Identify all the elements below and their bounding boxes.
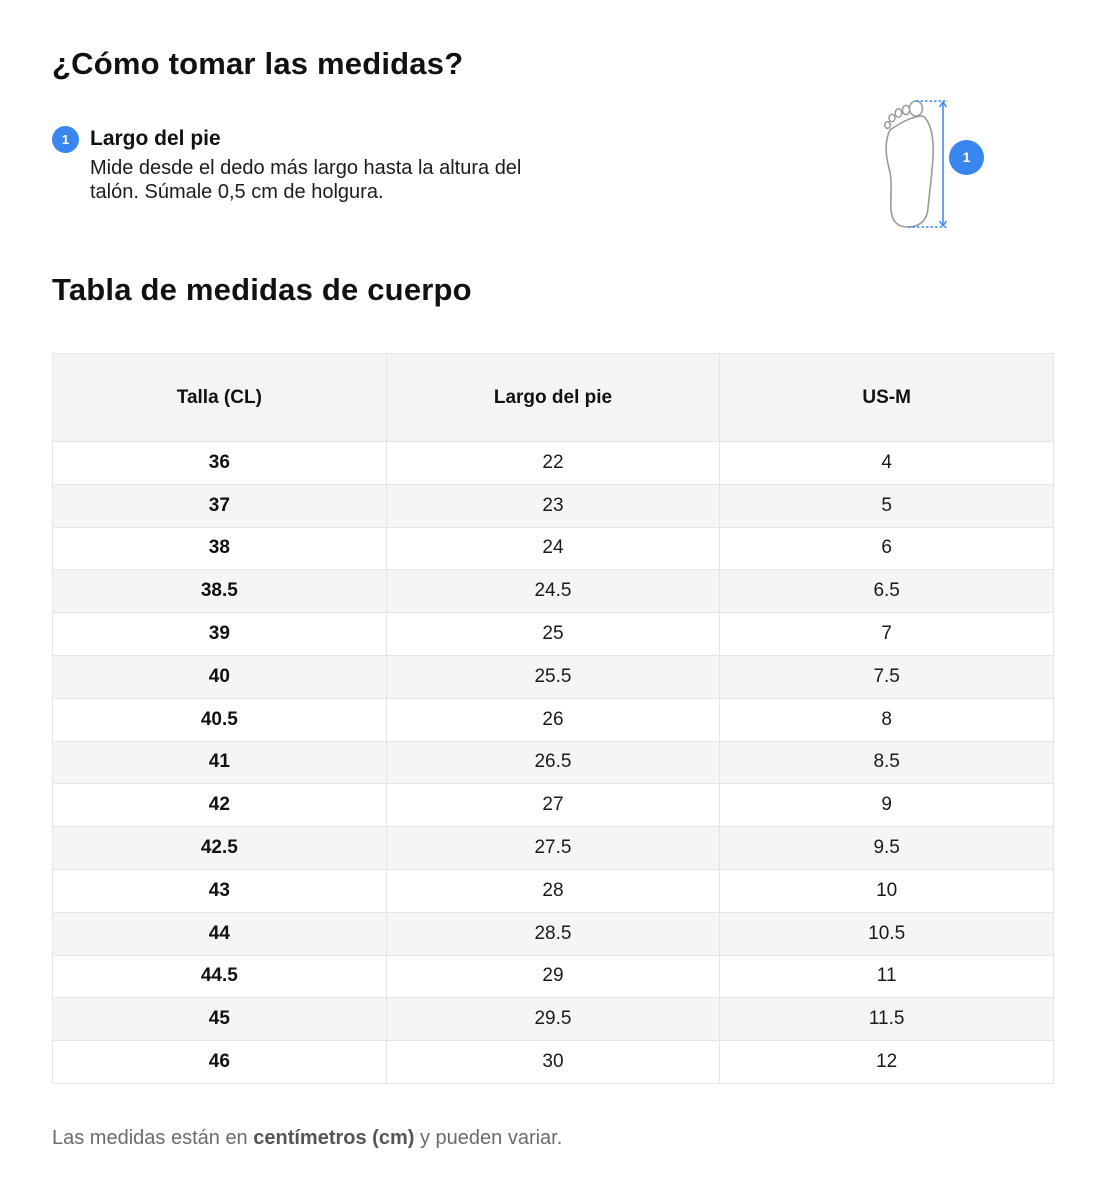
table-cell-us: 6: [720, 527, 1054, 570]
table-row: [53, 442, 1054, 485]
table-body: [53, 442, 1054, 1084]
table-cell-us: 5: [720, 484, 1054, 527]
table-header-row: [53, 354, 1054, 442]
foot-measure-badge: 1: [949, 140, 984, 175]
table-cell-size: 40: [53, 655, 387, 698]
footnote-emphasis: centímetros (cm): [253, 1127, 415, 1149]
table-cell-size: 41: [53, 741, 387, 784]
footnote: [52, 1124, 562, 1152]
table-cell-length: 25: [386, 613, 720, 656]
table-row: [53, 527, 1054, 570]
table-cell-us: 8.5: [720, 741, 1054, 784]
table-cell-size: 42: [53, 784, 387, 827]
table-cell-us: 11: [720, 955, 1054, 998]
table-cell-length: 24: [386, 527, 720, 570]
table-row: [53, 912, 1054, 955]
table-row: [53, 655, 1054, 698]
footnote-prefix: Las medidas están en: [52, 1127, 254, 1149]
table-row: [53, 955, 1054, 998]
step-number-badge: 1: [52, 126, 79, 153]
table-cell-us: 11.5: [720, 998, 1054, 1041]
size-table: [52, 353, 1054, 1084]
table-cell-size: 37: [53, 484, 387, 527]
table-cell-size: 38.5: [53, 570, 387, 613]
table-row: [53, 869, 1054, 912]
table-cell-size: 45: [53, 998, 387, 1041]
table-cell-us: 7.5: [720, 655, 1054, 698]
table-cell-length: 26.5: [386, 741, 720, 784]
table-row: [53, 698, 1054, 741]
header-talla: Talla (CL): [53, 354, 387, 442]
table-row: [53, 827, 1054, 870]
table-cell-length: 30: [386, 1041, 720, 1084]
table-cell-us: 7: [720, 613, 1054, 656]
step-title: Largo del pie: [90, 127, 221, 150]
table-cell-size: 40.5: [53, 698, 387, 741]
table-cell-us: 10: [720, 869, 1054, 912]
table-cell-length: 29: [386, 955, 720, 998]
table-cell-length: 22: [386, 442, 720, 485]
table-cell-size: 46: [53, 1041, 387, 1084]
table-cell-size: 39: [53, 613, 387, 656]
table-cell-us: 12: [720, 1041, 1054, 1084]
table-row: [53, 1041, 1054, 1084]
table-row: [53, 484, 1054, 527]
table-cell-length: 28: [386, 869, 720, 912]
table-cell-us: 8: [720, 698, 1054, 741]
table-cell-size: 43: [53, 869, 387, 912]
table-title: Tabla de medidas de cuerpo: [52, 272, 472, 307]
table-cell-length: 26: [386, 698, 720, 741]
table-cell-us: 9.5: [720, 827, 1054, 870]
table-cell-size: 44.5: [53, 955, 387, 998]
table-cell-us: 6.5: [720, 570, 1054, 613]
table-cell-length: 23: [386, 484, 720, 527]
table-cell-us: 10.5: [720, 912, 1054, 955]
table-cell-length: 29.5: [386, 998, 720, 1041]
table-cell-length: 28.5: [386, 912, 720, 955]
table-cell-length: 27.5: [386, 827, 720, 870]
table-cell-us: 4: [720, 442, 1054, 485]
table-row: [53, 784, 1054, 827]
table-cell-us: 9: [720, 784, 1054, 827]
table-cell-size: 38: [53, 527, 387, 570]
table-cell-length: 27: [386, 784, 720, 827]
table-row: [53, 570, 1054, 613]
page-title: ¿Cómo tomar las medidas?: [52, 46, 464, 81]
table-row: [53, 741, 1054, 784]
table-cell-size: 36: [53, 442, 387, 485]
table-cell-length: 25.5: [386, 655, 720, 698]
footnote-suffix: y pueden variar.: [414, 1127, 563, 1149]
table-cell-size: 44: [53, 912, 387, 955]
table-row: [53, 613, 1054, 656]
table-row: [53, 998, 1054, 1041]
table-cell-length: 24.5: [386, 570, 720, 613]
header-largo-pie: Largo del pie: [386, 354, 720, 442]
table-cell-size: 42.5: [53, 827, 387, 870]
header-us-m: US-M: [720, 354, 1054, 442]
step-description: Mide desde el dedo más largo hasta la altura del talón. Súmale 0,5 cm de holgura.: [90, 157, 522, 203]
